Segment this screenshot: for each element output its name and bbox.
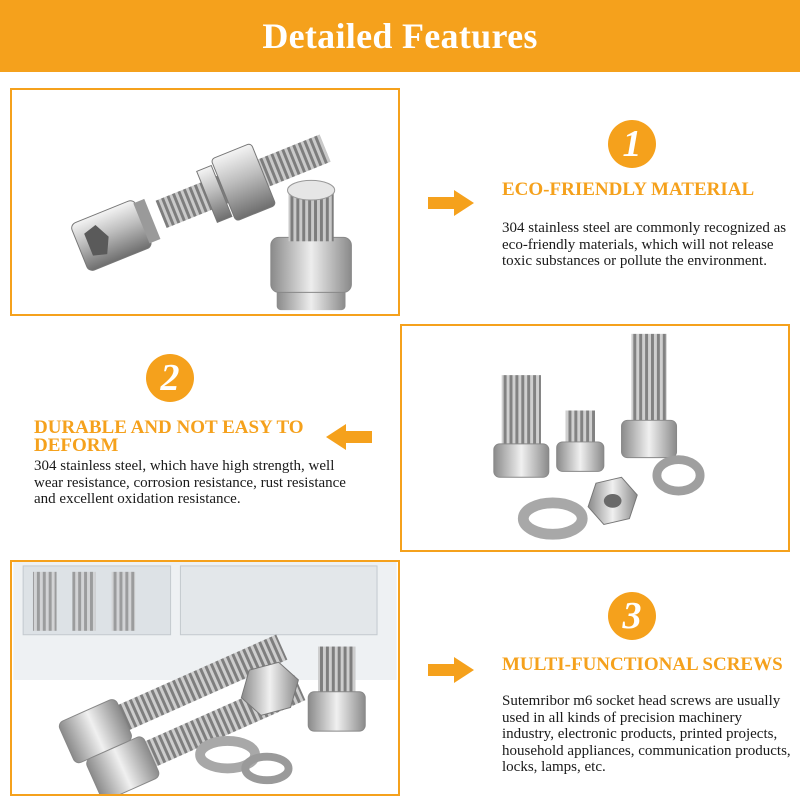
feature-description-1: 304 stainless steel are commonly recognized as eco-friendly materials, which will not release toxic substances or pollute the environment.	[502, 220, 787, 269]
socket-screw-photo	[12, 90, 398, 314]
screws-storage-box-photo	[12, 562, 398, 794]
arrow-left-icon	[326, 424, 372, 450]
feature-description-3: Sutemribor m6 socket head screws are usually used in all kinds of precision machinery industry, electronic products, printed projects, household appliances, communication products, locks, lamps, etc.	[502, 693, 791, 775]
feature-heading-1: ECO-FRIENDLY MATERIAL	[502, 179, 755, 200]
feature-image-1	[10, 88, 400, 316]
arrow-right-icon	[428, 190, 474, 216]
header-banner	[0, 0, 800, 72]
feature-number-1: 1	[608, 120, 656, 168]
feature-heading-3: MULTI-FUNCTIONAL SCREWS	[502, 654, 783, 675]
feature-number-2: 2	[146, 354, 194, 402]
assorted-screws-photo	[402, 326, 788, 550]
page-title: Detailed Features	[262, 16, 538, 56]
feature-heading-2: DURABLE AND NOT EASY TO DEFORM	[34, 417, 304, 456]
feature-description-2: 304 stainless steel, which have high strength, well wear resistance, corrosion resistance, rust resistance and excellent oxidation resistance.	[34, 458, 346, 507]
feature-image-2	[400, 324, 790, 552]
feature-image-3	[10, 560, 400, 796]
arrow-right-icon	[428, 657, 474, 683]
feature-number-3: 3	[608, 592, 656, 640]
